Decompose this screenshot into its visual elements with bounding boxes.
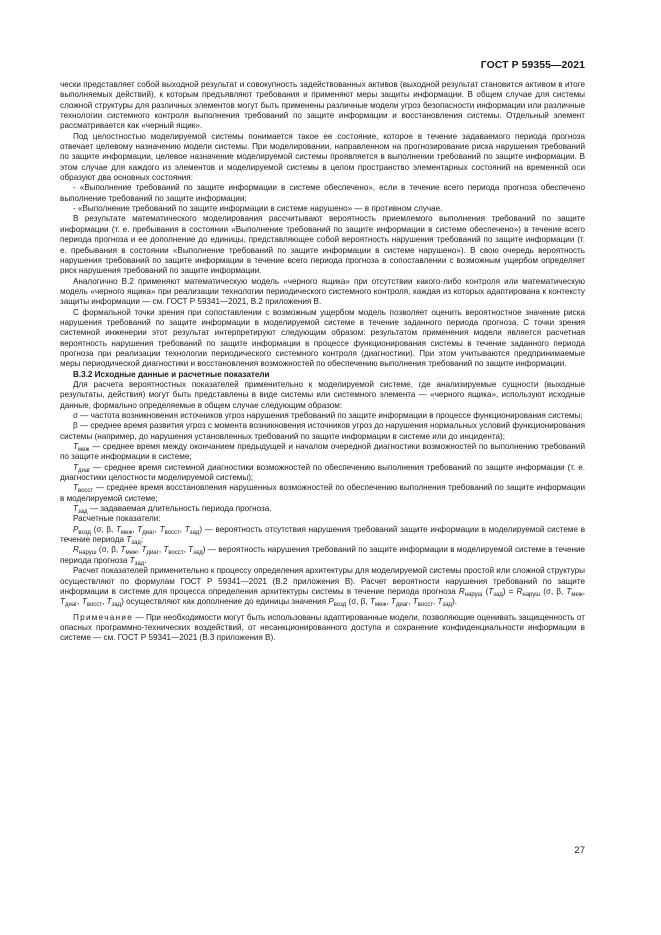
definition-t-diag: $T_{диаг}$ — среднее время системной диагностики возможностей по обеспечению выполнения требований по защите информации (т. е. диагностики целостности моделируемой системы); bbox=[60, 462, 585, 483]
list-item: - «Выполнение требований по защите информации в системе обеспечено», если в течение всего периода прогноза обеспечено выполнение требований по защите информации; bbox=[60, 183, 585, 203]
definition-t-zad: $T_{зад}$ — задаваемая длительность периода прогноза. bbox=[73, 504, 272, 516]
paragraph: В результате математического моделирования рассчитывают вероятность приемлемого выполнения требований по защите информации (т. е. пребывания в состоянии «Выполнение требований по защите информации в системе обеспечено») в течение всего периода прогноза и ее дополнение до единицы, представляющее собой вероятность нарушения требований по защите информации (т. е. пребывания в состоянии «Выполнение требований по защите информации в системе нарушено»). В свою очередь вероятность нарушения требований по защите информации в течение всего периода прогноза в сопоставлении с возможным ущербом определяет риск нарушения требований по защите информации. bbox=[60, 214, 585, 276]
formula-r-narush: $R_{наруш}$ (σ, β, $T_{меж}$, $T_{диаг}$, $T_{восст}$, $T_{зад}$) — вероятность нарушения требований по защите информации в моделируемой системе в течение периода прогноза $T_{зад}$. bbox=[60, 545, 586, 567]
paragraph: Расчет показателей применительно к процессу определения архитектуры для моделируемой системы простой или сложной структуры осуществляют по формулам ГОСТ Р 59341—2021 (В.2 приложения В). Расчет вероятности нарушения требований по защите информации в системе для процесса определения архитектуры системы в течение периода прогноза $R_{наруш}$ $(T_{зад}) = R_{наруш}$ (σ, β, $T_{меж}$, $T_{диаг}$, $T_{восст}$, $T_{зад}$) осуществляют как дополнение до единицы значения $P_{возд}$ (σ, β, $T_{меж}$, $T_{диаг}$, $T_{восст}$, $T_{зад}$). bbox=[60, 566, 586, 609]
paragraph: чески представляет собой выходной результат и совокупность задействованных активов (выходной результат становится активом в итоге выполняемых действий), к которым предъявляют требования и применяют меры защиты информации. В общем случае для системы сложной структуры для различных элементов могут быть применены различные модели угроз безопасности информации или различные технологии системного контроля выполнения требований по защите информации и восстановления системы. Отдельный элемент рассматривается как «черный ящик». bbox=[60, 80, 585, 131]
standard-header: ГОСТ Р 59355—2021 bbox=[480, 60, 585, 71]
definition-t-mezh: $T_{меж}$ — среднее время между окончанием предыдущей и началом очередной диагностики возможностей по выполнению требований по защите информации в системе; bbox=[60, 442, 585, 462]
definition-sigma: σ — частота возникновения источников угроз нарушения требований по защите информации в процессе функционирования системы; bbox=[73, 411, 583, 420]
paragraph: Аналогично В.2 применяют математическую модель «черного ящика» при отсутствии какого-либо контроля или математическую модель «черного ящика» при реализации технологии периодического системного контроля, каждая из которых адаптирована к контексту защиты информации — см. ГОСТ Р 59341—2021, В.2 приложения В. bbox=[60, 276, 585, 307]
document-body bbox=[60, 80, 585, 644]
note: Примечание — При необходимости могут быть использованы адаптированные модели, позволяющие оценивать защищенность от опасных программно-технических воздействий, от несанкционированного доступа и сохранение конфиденциальности информации в системе — см. ГОСТ Р 59341—2021 (В.3 приложения В). bbox=[60, 612, 585, 643]
paragraph: Для расчета вероятностных показателей применительно к моделируемой системе, где анализируемые сущности (выходные результаты, действия) могут быть представлены в виде системы или системного элемента — «черного ящика», используют исходные данные, формально определяемые в общем случае следующим образом: bbox=[60, 379, 585, 410]
formula-p-vozd: $P_{возд}$ (σ, β, $T_{меж}$, $T_{диаг}$, $T_{восст}$, $T_{зад}$) — вероятность отсутствия нарушения требований защите информации в моделируемой системе в течение периода $T_{зад}$; bbox=[60, 524, 586, 547]
paragraph: С формальной точки зрения при сопоставлении с возможным ущербом модель позволяет оценить вероятностное значение риска нарушения требований по защите информации в моделируемой системе в течение заданного периода прогноза. С точки зрения системной инженерии этот результат интерпретируют следующим образом: результатом применения модели является расчетная вероятность нарушения требований по защите информации в процессе функционирования системы в течение заданного периода прогноза при реализации технологии периодического системного контроля (диагностики). При этом учитываются предпринимаемые меры периодической диагностики и восстановления возможностей по обеспечению выполнения требований по защите информации. bbox=[60, 307, 585, 369]
paragraph: Под целостностью моделируемой системы понимается такое ее состояние, которое в течение задаваемого периода прогноза отвечает целевому назначению модели системы. При моделировании, направленном на прогнозирование риска нарушения требований по защите информации, целевое назначение моделируемой системы проявляется в выполнении требований по защите информации. В этом случае для каждого из элементов и моделируемой системы в целом пространство элементарных состояний на временной оси образуют два основных состояния: bbox=[60, 131, 585, 183]
paragraph: Расчетные показатели: bbox=[73, 514, 161, 524]
definition-t-vosst: $T_{восст}$ — среднее время восстановления нарушенных возможностей по обеспечению выполнения требований по защите информации в моделируемой системе; bbox=[60, 483, 585, 503]
list-item: - «Выполнение требований по защите информации в системе нарушено» — в противном случае. bbox=[73, 204, 443, 214]
note-label: Примечание bbox=[73, 612, 134, 622]
section-heading: В.3.2 Исходные данные и расчетные показатели bbox=[73, 369, 270, 379]
page-number: 27 bbox=[574, 845, 585, 856]
definition-beta: β — среднее время развития угроз с момента возникновения источников угроз до нарушения нормальных условий функционирования системы (например, до нарушения установленных требований по защите информации в системе или до инцидента); bbox=[60, 421, 585, 441]
